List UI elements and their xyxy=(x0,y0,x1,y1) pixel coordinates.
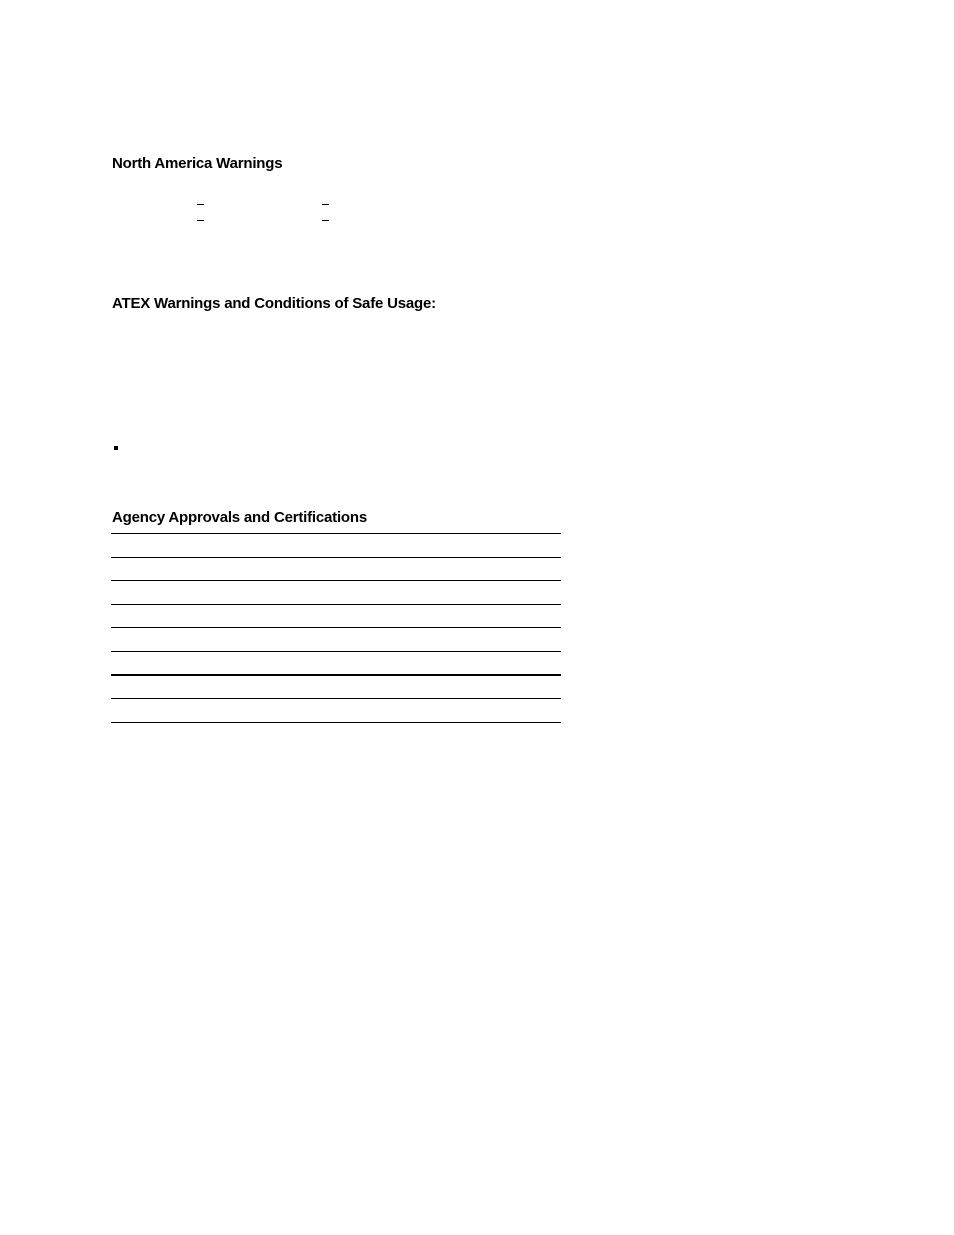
table-rule xyxy=(111,604,561,605)
atex-warnings-heading: ATEX Warnings and Conditions of Safe Usage: xyxy=(112,295,436,312)
north-america-warnings-heading: North America Warnings xyxy=(112,155,283,172)
dash-mark xyxy=(197,220,204,221)
bullet-mark xyxy=(114,446,118,450)
agency-approvals-heading: Agency Approvals and Certifications xyxy=(112,509,368,526)
table-rule xyxy=(111,722,561,723)
table-rule xyxy=(111,674,561,676)
table-rule xyxy=(111,698,561,699)
table-rule xyxy=(111,580,561,581)
table-rule xyxy=(111,557,561,558)
table-rule xyxy=(111,533,561,534)
table-rule xyxy=(111,651,561,652)
table-rule xyxy=(111,627,561,628)
agency-approvals-table xyxy=(111,533,561,723)
dash-mark xyxy=(322,220,329,221)
dash-mark xyxy=(322,204,329,205)
dash-mark xyxy=(197,204,204,205)
